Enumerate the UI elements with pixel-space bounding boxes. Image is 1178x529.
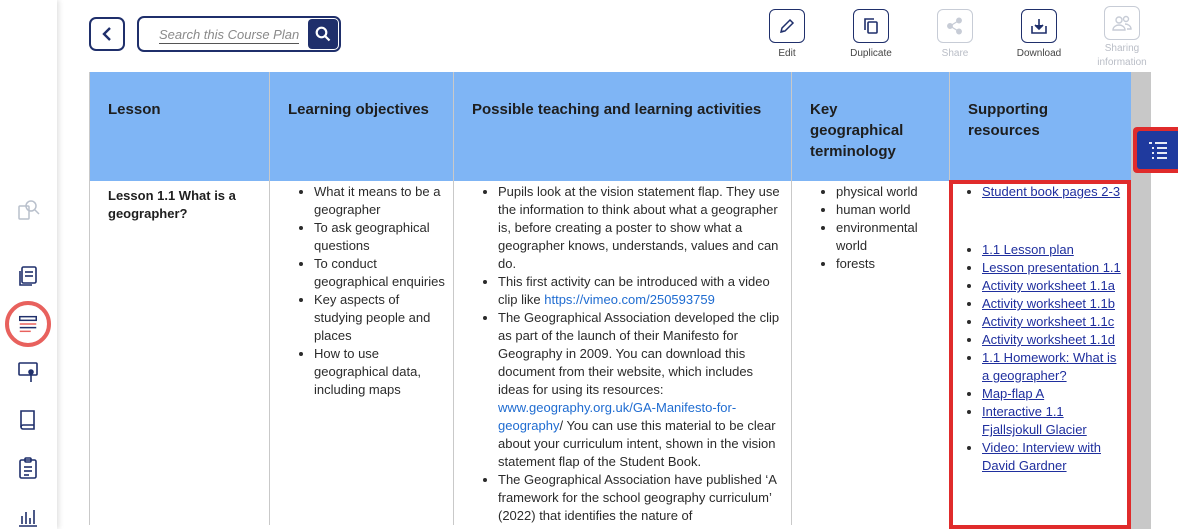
- list-item: • To conduct geographical enquiries: [314, 255, 453, 291]
- resource-link[interactable]: Activity worksheet 1.1c: [982, 314, 1115, 329]
- reports-icon[interactable]: [14, 502, 42, 529]
- list-item: • To ask geographical questions: [314, 219, 453, 255]
- sharing-info-label-2: information: [1097, 57, 1147, 68]
- table-header-row: [90, 72, 1132, 181]
- list-item: • The Geographical Association have published ‘A framework for the school geography curriculum’ (2022) that identifies the nature of: [498, 471, 791, 525]
- list-item: • environmental world: [836, 219, 949, 255]
- search-icon: [315, 26, 331, 42]
- download-icon: [1029, 16, 1049, 36]
- sharing-info-label-1: Sharing: [1104, 43, 1140, 54]
- resource-link[interactable]: Lesson presentation 1.1: [982, 260, 1121, 275]
- list-item: • What it means to be a geographer: [314, 183, 453, 219]
- activity-text: This first activity can be introduced with a video clip like: [498, 274, 770, 307]
- share-label: Share: [941, 48, 969, 59]
- search-box: [137, 16, 341, 52]
- terminology-cell: [792, 181, 950, 525]
- course-plan-icon[interactable]: [5, 301, 51, 347]
- pencil-icon: [778, 17, 796, 35]
- resource-link[interactable]: Map-flap A: [982, 386, 1045, 401]
- download-label: Download: [1016, 48, 1062, 59]
- header-activities: Possible teaching and learning activities: [454, 72, 792, 181]
- resource-item: [982, 241, 1131, 259]
- resource-link[interactable]: 1.1 Lesson plan: [982, 242, 1074, 257]
- documents-icon[interactable]: [14, 262, 42, 290]
- resource-item: [982, 439, 1131, 475]
- duplicate-label: Duplicate: [850, 48, 892, 59]
- resource-item: [982, 183, 1131, 201]
- checklist-icon[interactable]: [14, 454, 42, 482]
- ga-manifesto-link[interactable]: www.geography.org.uk/GA-Manifesto-for-geography: [498, 400, 737, 433]
- search-pages-icon[interactable]: [14, 196, 42, 224]
- list-item: [498, 273, 791, 309]
- table-of-contents-tab[interactable]: [1133, 127, 1178, 173]
- activity-text: / You can use this material to be clear about your curriculum intent, shown in the vision statement flap of the Student Book.: [498, 418, 776, 469]
- table-row: [90, 181, 1132, 525]
- chevron-left-icon: [101, 26, 113, 42]
- list-item: • How to use geographical data, including maps: [314, 345, 453, 399]
- header-resources: Supporting resources: [950, 72, 1132, 181]
- duplicate-button[interactable]: [835, 9, 907, 61]
- share-button[interactable]: [919, 9, 991, 61]
- header-lesson: Lesson: [90, 72, 270, 181]
- header-learning-objectives: Learning objectives: [270, 72, 454, 181]
- copy-icon: [862, 17, 880, 35]
- activity-text: The Geographical Association developed the clip as part of the launch of their Manifesto for Geography in 2009. You can download this document from their website, which includes ideas for using its resources:: [498, 310, 780, 397]
- list-item: • Key aspects of studying people and places: [314, 291, 453, 345]
- share-icon: [946, 17, 964, 35]
- resource-link[interactable]: Interactive 1.1 Fjallsjokull Glacier: [982, 404, 1087, 437]
- list-item: • forests: [836, 255, 949, 273]
- resources-cell: [950, 181, 1132, 525]
- objectives-cell: [270, 181, 454, 525]
- resource-link[interactable]: Video: Interview with David Gardner: [982, 440, 1101, 473]
- people-icon: [1112, 14, 1132, 32]
- search-input[interactable]: [159, 27, 299, 44]
- resource-link[interactable]: 1.1 Homework: What is a geographer?: [982, 350, 1117, 383]
- list-item: • Pupils look at the vision statement flap. They use the information to think about what a geographer is, before creating a poster to show what a geographer knows, understands, values and can do.: [498, 183, 791, 273]
- resource-item: [982, 313, 1131, 331]
- header-terminology: Key geographical terminology: [792, 72, 950, 181]
- list-item: • human world: [836, 201, 949, 219]
- search-button[interactable]: [308, 19, 338, 49]
- left-rail: [0, 0, 57, 529]
- resource-link[interactable]: Activity worksheet 1.1b: [982, 296, 1115, 311]
- activities-cell: [454, 181, 792, 525]
- resource-item: [982, 385, 1131, 403]
- list-item: • physical world: [836, 183, 949, 201]
- list-item: [498, 309, 791, 471]
- resource-item: [982, 295, 1131, 313]
- sharing-information-button[interactable]: [1086, 6, 1158, 70]
- resource-item: [982, 331, 1131, 349]
- resource-link[interactable]: Activity worksheet 1.1a: [982, 278, 1115, 293]
- presenter-icon[interactable]: [14, 358, 42, 386]
- resource-item: [982, 277, 1131, 295]
- resource-item: [982, 259, 1131, 277]
- resource-item: [982, 349, 1131, 385]
- resource-link[interactable]: Student book pages 2-3: [982, 184, 1121, 199]
- resource-item: [982, 403, 1131, 439]
- book-icon[interactable]: [14, 406, 42, 434]
- resource-link[interactable]: Activity worksheet 1.1d: [982, 332, 1115, 347]
- vimeo-link[interactable]: https://vimeo.com/250593759: [544, 292, 715, 307]
- download-button[interactable]: [1003, 9, 1075, 61]
- list-icon: [1147, 140, 1169, 160]
- back-button[interactable]: [89, 17, 125, 51]
- edit-button[interactable]: [751, 9, 823, 61]
- course-plan-table: [89, 72, 1131, 529]
- edit-label: Edit: [778, 48, 796, 59]
- lesson-title: Lesson 1.1 What is a geographer?: [90, 181, 270, 525]
